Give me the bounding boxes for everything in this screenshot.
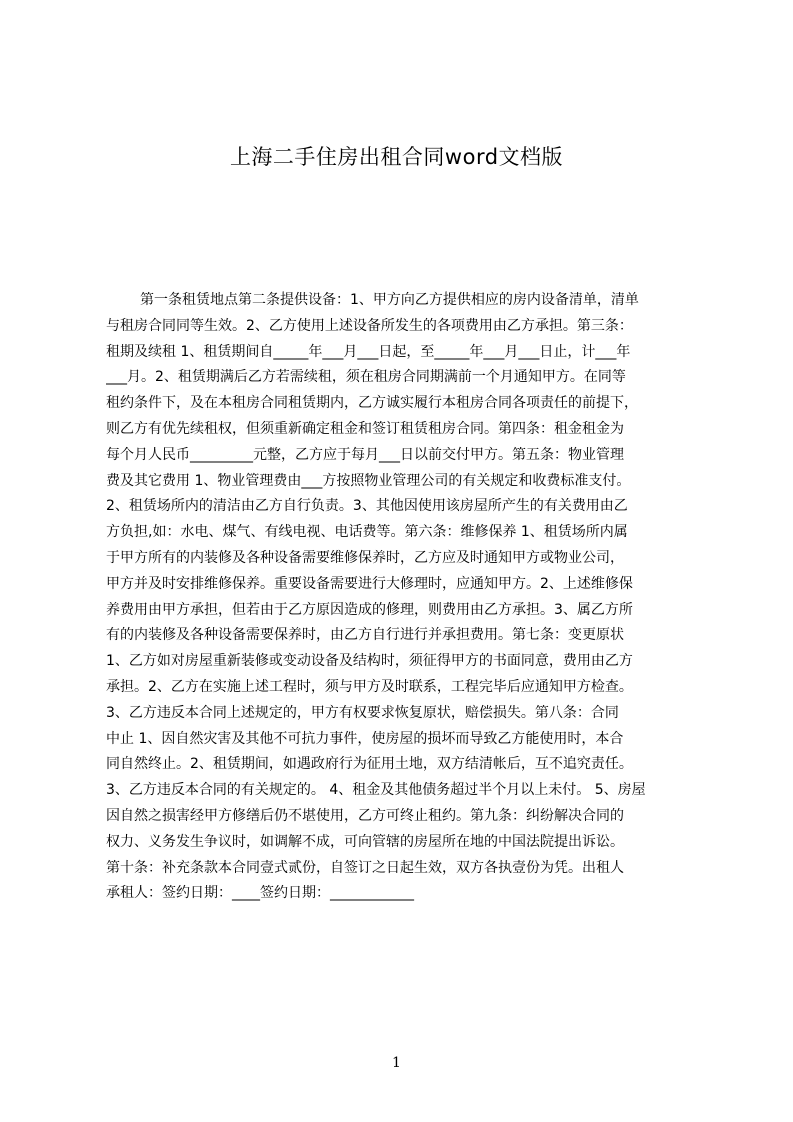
- body-line: 第十条：补充条款本合同壹式贰份，自签订之日起生效，双方各执壹份为凭。出租人: [106, 859, 624, 876]
- body-line: 权力、义务发生争议时，如调解不成，可向管辖的房屋所在地的中国法院提出诉讼。: [106, 833, 624, 850]
- body-line: 甲方并及时安排维修保养。重要设备需要进行大修理时，应通知甲方。2、上述维修保: [106, 575, 633, 592]
- body-line: 每个月人民币_________元整，乙方应于每月___日以前交付甲方。第五条：物业管理: [106, 446, 624, 463]
- body-line: 于甲方所有的内装修及各种设备需要维修保养时，乙方应及时通知甲方或物业公司，: [106, 549, 624, 566]
- body-line: 3、乙方违反本合同上述规定的，甲方有权要求恢复原状，赔偿损失。第八条：合同: [106, 704, 619, 721]
- body-line: 养费用由甲方承担，但若由于乙方原因造成的修理，则费用由乙方承担。3、属乙方所: [106, 601, 633, 618]
- body-line: 因自然之损害经甲方修缮后仍不堪使用，乙方可终止租约。第九条：纠纷解决合同的: [106, 807, 624, 824]
- contract-body: [106, 288, 698, 907]
- body-line: 费及其它费用 1、物业管理费由___方按照物业管理公司的有关规定和收费标准支付。: [106, 472, 631, 489]
- body-line: 与租房合同同等生效。2、乙方使用上述设备所发生的各项费用由乙方承担。第三条：: [106, 317, 633, 334]
- page-number: 1: [392, 1055, 401, 1071]
- document-title: 上海二手住房出租合同word文档版: [229, 145, 564, 169]
- body-line: 1、乙方如对房屋重新装修或变动设备及结构时，须征得甲方的书面同意，费用由乙方: [106, 653, 633, 670]
- body-line: ___月。2、租赁期满后乙方若需续租，须在租房合同期满前一个月通知甲方。在同等: [106, 369, 626, 386]
- body-line: 则乙方有优先续租权，但须重新确定租金和签订租赁租房合同。第四条：租金租金为: [106, 420, 624, 437]
- body-line: 方负担,如：水电、煤气、有线电视、电话费等。第六条：维修保养 1、租赁场所内属: [106, 524, 628, 541]
- body-line: 3、乙方违反本合同的有关规定的。 4、租金及其他债务超过半个月以上未付。 5、房屋: [106, 782, 646, 799]
- body-line: 中止 1、因自然灾害及其他不可抗力事件，使房屋的损坏而导致乙方能使用时，本合: [106, 730, 624, 747]
- body-line: 租约条件下，及在本租房合同租赁期内，乙方诚实履行本租房合同各项责任的前提下，: [106, 395, 638, 412]
- body-line: 承租人：签约日期：____签约日期：____________: [106, 885, 414, 902]
- body-line: 2、租赁场所内的清洁由乙方自行负责。3、其他因使用该房屋所产生的有关费用由乙: [106, 498, 628, 515]
- body-line: 有的内装修及各种设备需要保养时，由乙方自行进行并承担费用。第七条：变更原状: [106, 627, 624, 644]
- body-line: 第一条租赁地点第二条提供设备：1、甲方向乙方提供相应的房内设备清单，清单: [140, 292, 639, 308]
- body-line: 租期及续租 1、租赁期间自_____年___月___日起，至_____年___月___日止，计___年: [106, 343, 631, 360]
- body-line: 同自然终止。2、租赁期间，如遇政府行为征用土地，双方结清帐后，互不追究责任。: [106, 756, 633, 773]
- body-line: 承担。2、乙方在实施上述工程时，须与甲方及时联系，工程完毕后应通知甲方检查。: [106, 678, 633, 695]
